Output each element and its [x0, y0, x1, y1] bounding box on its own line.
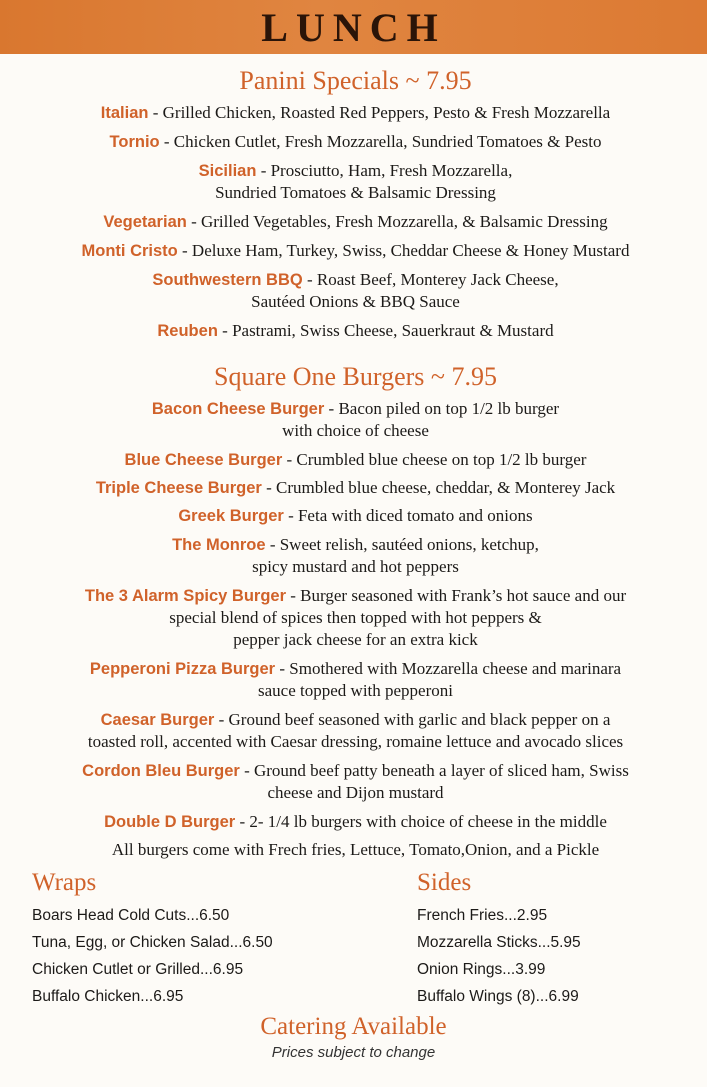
panini-section: [14, 66, 697, 349]
item-name: Double D Burger: [104, 813, 236, 831]
section-title-wraps: Wraps: [32, 869, 97, 896]
item-desc: - Smothered with Mozzarella cheese and marinara: [275, 659, 622, 678]
menu-item: [14, 760, 697, 804]
menu-item: [14, 709, 697, 753]
list-item: Onion Rings...3.99: [417, 961, 546, 978]
section-title-sides: Sides: [417, 869, 472, 896]
menu-item: [14, 811, 697, 833]
menu-item: [14, 269, 697, 313]
list-item: Buffalo Wings (8)...6.99: [417, 988, 579, 1005]
item-desc: - Grilled Vegetables, Fresh Mozzarella, & Balsamic Dressing: [186, 212, 608, 231]
wraps-list: [32, 902, 273, 1010]
item-desc-line2: Sundried Tomatoes & Balsamic Dressing: [215, 183, 496, 202]
menu-item: [14, 658, 697, 702]
item-name: Greek Burger: [178, 507, 284, 525]
item-name: Triple Cheese Burger: [95, 479, 262, 497]
item-desc: - Pastrami, Swiss Cheese, Sauerkraut & Mustard: [217, 321, 554, 340]
item-name: Blue Cheese Burger: [124, 451, 283, 469]
list-item: French Fries...2.95: [417, 907, 548, 924]
menu-item: [14, 449, 697, 471]
menu-item: [14, 211, 697, 233]
item-name: Reuben: [157, 322, 218, 340]
list-item: Mozzarella Sticks...5.95: [417, 934, 581, 951]
menu-item: [14, 585, 697, 651]
item-desc-line2: with choice of cheese: [282, 421, 429, 440]
item-name: Tornio: [109, 133, 160, 151]
item-desc: - Grilled Chicken, Roasted Red Peppers, Pesto & Fresh Mozzarella: [148, 103, 611, 122]
footer: [0, 1012, 707, 1064]
menu-item: [14, 477, 697, 499]
page-title: LUNCH: [261, 4, 446, 50]
item-desc: - Crumbled blue cheese on top 1/2 lb burger: [282, 450, 587, 469]
item-desc: - Burger seasoned with Frank’s hot sauce and our: [286, 586, 627, 605]
item-desc-line2: Sautéed Onions & BBQ Sauce: [251, 292, 460, 311]
wraps-section: [32, 868, 273, 1010]
item-desc: - Chicken Cutlet, Fresh Mozzarella, Sundried Tomatoes & Pesto: [159, 132, 602, 151]
catering-title: Catering Available: [260, 1013, 447, 1040]
sides-list: [417, 902, 581, 1010]
section-title-burgers: Square One Burgers ~ 7.95: [214, 362, 497, 391]
menu-item: [14, 320, 697, 342]
item-name: Caesar Burger: [100, 711, 215, 729]
list-item: Tuna, Egg, or Chicken Salad...6.50: [32, 934, 273, 951]
menu-item: [14, 131, 697, 153]
item-desc-line2: special blend of spices then topped with hot peppers &: [169, 608, 542, 627]
section-title-panini: Panini Specials ~ 7.95: [239, 66, 472, 95]
item-name: Italian: [100, 104, 149, 122]
item-desc-line2: cheese and Dijon mustard: [267, 783, 444, 802]
menu-item: [14, 102, 697, 124]
item-desc-line3: pepper jack cheese for an extra kick: [233, 630, 478, 649]
list-item: Buffalo Chicken...6.95: [32, 988, 184, 1005]
item-desc: - Roast Beef, Monterey Jack Cheese,: [302, 270, 559, 289]
price-note: Prices subject to change: [271, 1044, 436, 1061]
item-desc-line2: spicy mustard and hot peppers: [252, 557, 459, 576]
item-name: Bacon Cheese Burger: [151, 400, 325, 418]
item-desc: - Crumbled blue cheese, cheddar, & Monterey Jack: [261, 478, 616, 497]
menu-item: [14, 505, 697, 527]
item-desc: - Prosciutto, Ham, Fresh Mozzarella,: [256, 161, 513, 180]
item-name: Southwestern BBQ: [152, 271, 303, 289]
item-name: The Monroe: [172, 536, 266, 554]
menu-item: [14, 398, 697, 442]
burgers-section: [14, 362, 697, 861]
item-name: Pepperoni Pizza Burger: [89, 660, 276, 678]
menu-item: [14, 240, 697, 262]
item-desc: - 2- 1/4 lb burgers with choice of cheese in the middle: [235, 812, 607, 831]
item-desc-line2: sauce topped with pepperoni: [258, 681, 453, 700]
item-name: Cordon Bleu Burger: [82, 762, 240, 780]
item-desc: - Bacon piled on top 1/2 lb burger: [324, 399, 560, 418]
menu-item: [14, 160, 697, 204]
item-name: Sicilian: [198, 162, 257, 180]
item-name: Monti Cristo: [81, 242, 178, 260]
sides-section: [417, 868, 581, 1010]
item-name: Vegetarian: [103, 213, 187, 231]
header-banner: [0, 0, 707, 54]
item-desc: - Ground beef patty beneath a layer of sliced ham, Swiss: [239, 761, 629, 780]
item-desc: - Feta with diced tomato and onions: [283, 506, 533, 525]
list-item: Boars Head Cold Cuts...6.50: [32, 907, 230, 924]
item-name: The 3 Alarm Spicy Burger: [84, 587, 287, 605]
list-item: Chicken Cutlet or Grilled...6.95: [32, 961, 244, 978]
item-desc: - Ground beef seasoned with garlic and black pepper on a: [214, 710, 611, 729]
burgers-note: All burgers come with Frech fries, Lettuce, Tomato,Onion, and a Pickle: [111, 840, 600, 859]
item-desc: - Deluxe Ham, Turkey, Swiss, Cheddar Cheese & Honey Mustard: [177, 241, 630, 260]
item-desc-line2: toasted roll, accented with Caesar dressing, romaine lettuce and avocado slices: [87, 732, 624, 751]
menu-item: [14, 534, 697, 578]
item-desc: - Sweet relish, sautéed onions, ketchup,: [265, 535, 539, 554]
